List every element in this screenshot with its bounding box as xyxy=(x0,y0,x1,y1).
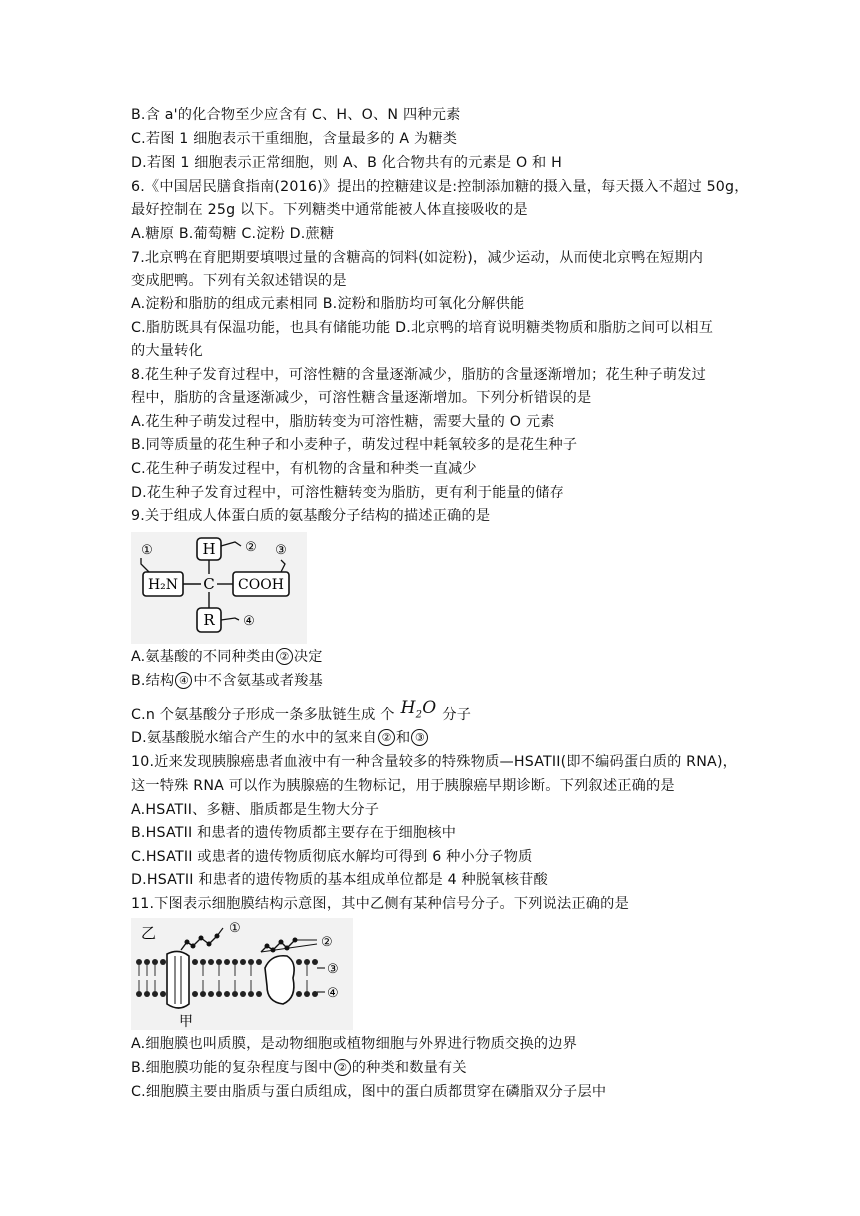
circled-2: ② xyxy=(334,1059,351,1076)
q8-option-b: B.同等质量的花生种子和小麦种子，萌发过程中耗氧较多的是花生种子 xyxy=(131,437,578,453)
q9c-text: C.n 个氨基酸分子形成一条多肽链生成 个 xyxy=(131,707,395,723)
q5-option-d: D.若图 1 细胞表示正常细胞，则 A、B 化合物共有的元素是 O 和 H xyxy=(131,155,563,171)
q11-option-b xyxy=(131,1058,467,1078)
q9b-text: B.结构 xyxy=(131,673,175,689)
circled-2: ② xyxy=(276,648,293,665)
aa-cooh: COOH xyxy=(238,577,284,593)
q6-options: A.糖原 B.葡萄糖 C.淀粉 D.蔗糖 xyxy=(131,226,335,242)
membrane-label-jia: 甲 xyxy=(179,1014,193,1030)
q6-stem-line2: 最好控制在 25g 以下。下列糖类中通常能被人体直接吸收的是 xyxy=(131,202,528,218)
q8-option-a: A.花生种子萌发过程中，脂肪转变为可溶性糖，需要大量的 O 元素 xyxy=(131,414,555,430)
q7-options-cd: C.脂肪既具有保温功能，也具有储能功能 D.北京鸭的培育说明糖类物质和脂肪之间可以相互 xyxy=(131,320,714,336)
membrane-label-4: ④ xyxy=(327,986,339,1001)
q7-stem-line1: 7.北京鸭在育肥期要填喂过量的含糖高的饲料(如淀粉)，减少运动，从而使北京鸭在短期内 xyxy=(131,250,704,266)
q7-stem-line2: 变成肥鸭。下列有关叙述错误的是 xyxy=(131,273,347,289)
aa-h2n: H₂N xyxy=(147,577,179,593)
q10-stem-line1: 10.近来发现胰腺癌患者血液中有一种含量较多的特殊物质—HSATII(即不编码蛋白质的 RNA)， xyxy=(131,754,738,770)
q11-option-a: A.细胞膜也叫质膜，是动物细胞或植物细胞与外界进行物质交换的边界 xyxy=(131,1036,577,1052)
q10-stem-line2: 这一特殊 RNA 可以作为胰腺癌的生物标记，用于胰腺癌早期诊断。下列叙述正确的是 xyxy=(131,778,675,794)
aa-h: H xyxy=(202,540,216,558)
h2o-formula xyxy=(400,698,437,721)
q11b-text: B.细胞膜功能的复杂程度与图中 xyxy=(131,1060,333,1076)
q8-option-d: D.花生种子发育过程中，可溶性糖转变为脂肪，更有利于能量的储存 xyxy=(131,485,565,501)
q9-option-a xyxy=(131,647,323,667)
q11-option-c: C.细胞膜主要由脂质与蛋白质组成，图中的蛋白质都贯穿在磷脂双分子层中 xyxy=(131,1084,607,1100)
circled-4: ④ xyxy=(175,672,192,689)
q7-options-ab: A.淀粉和脂肪的组成元素相同 B.淀粉和脂肪均可氧化分解供能 xyxy=(131,296,525,312)
q11b-text-end: 的种类和数量有关 xyxy=(351,1060,467,1076)
membrane-label-3: ③ xyxy=(327,962,339,977)
q5-option-b: B.含 a'的化合物至少应含有 C、H、O、N 四种元素 xyxy=(131,107,461,123)
aa-r: R xyxy=(203,611,215,629)
membrane-label-yi: 乙 xyxy=(141,924,157,942)
q10-option-a: A.HSATII、多糖、脂质都是生物大分子 xyxy=(131,802,380,818)
circled-3: ③ xyxy=(411,729,428,746)
circled-2: ② xyxy=(378,729,395,746)
q9-option-d xyxy=(131,728,429,748)
membrane-label-2: ② xyxy=(321,935,333,950)
q8-stem-line1: 8.花生种子发育过程中，可溶性糖的含量逐渐减少，脂肪的含量逐渐增加；花生种子萌发过 xyxy=(131,367,707,383)
amino-acid-figure xyxy=(131,532,307,644)
q9d-and: 和 xyxy=(396,730,411,746)
q9a-text-end: 决定 xyxy=(293,649,323,665)
q9c-text-end: 分子 xyxy=(442,707,472,723)
q8-stem-line2: 程中，脂肪的含量逐渐减少，可溶性糖含量逐渐增加。下列分析错误的是 xyxy=(131,390,592,406)
q9a-text: A.氨基酸的不同种类由 xyxy=(131,649,275,665)
q10-option-b: B.HSATII 和患者的遗传物质都主要存在于细胞核中 xyxy=(131,825,457,841)
membrane-label-1: ① xyxy=(229,921,241,936)
h2o-sub: 2 xyxy=(415,709,423,721)
aa-label-1: ① xyxy=(141,543,153,558)
aa-c: C xyxy=(203,575,215,593)
aa-label-3: ③ xyxy=(275,543,287,558)
q7-option-d-cont: 的大量转化 xyxy=(131,343,203,359)
q9d-text: D.氨基酸脱水缩合产生的水中的氢来自 xyxy=(131,730,378,746)
q5-option-c: C.若图 1 细胞表示干重细胞，含量最多的 A 为糖类 xyxy=(131,131,458,147)
q9-stem: 9.关于组成人体蛋白质的氨基酸分子结构的描述正确的是 xyxy=(131,508,491,524)
q11-stem: 11.下图表示细胞膜结构示意图，其中乙侧有某种信号分子。下列说法正确的是 xyxy=(131,896,629,912)
h2o-o: O xyxy=(422,698,437,718)
q10-option-c: C.HSATII 或患者的遗传物质彻底水解均可得到 6 种小分子物质 xyxy=(131,849,533,865)
q10-option-d: D.HSATII 和患者的遗传物质的基本组成单位都是 4 种脱氧核苷酸 xyxy=(131,872,548,888)
q6-stem-line1: 6.《中国居民膳食指南(2016)》提出的控糖建议是:控制添加糖的摄入量，每天摄入不超过 50g， xyxy=(131,179,749,195)
q8-option-c: C.花生种子萌发过程中，有机物的含量和种类一直减少 xyxy=(131,461,477,477)
q9-option-b xyxy=(131,671,323,691)
cell-membrane-figure xyxy=(131,918,353,1030)
q9b-text-end: 中不含氨基或者羧基 xyxy=(193,673,323,689)
h2o-h: H xyxy=(400,698,416,718)
aa-label-4: ④ xyxy=(243,614,255,629)
aa-label-2: ② xyxy=(245,540,257,555)
